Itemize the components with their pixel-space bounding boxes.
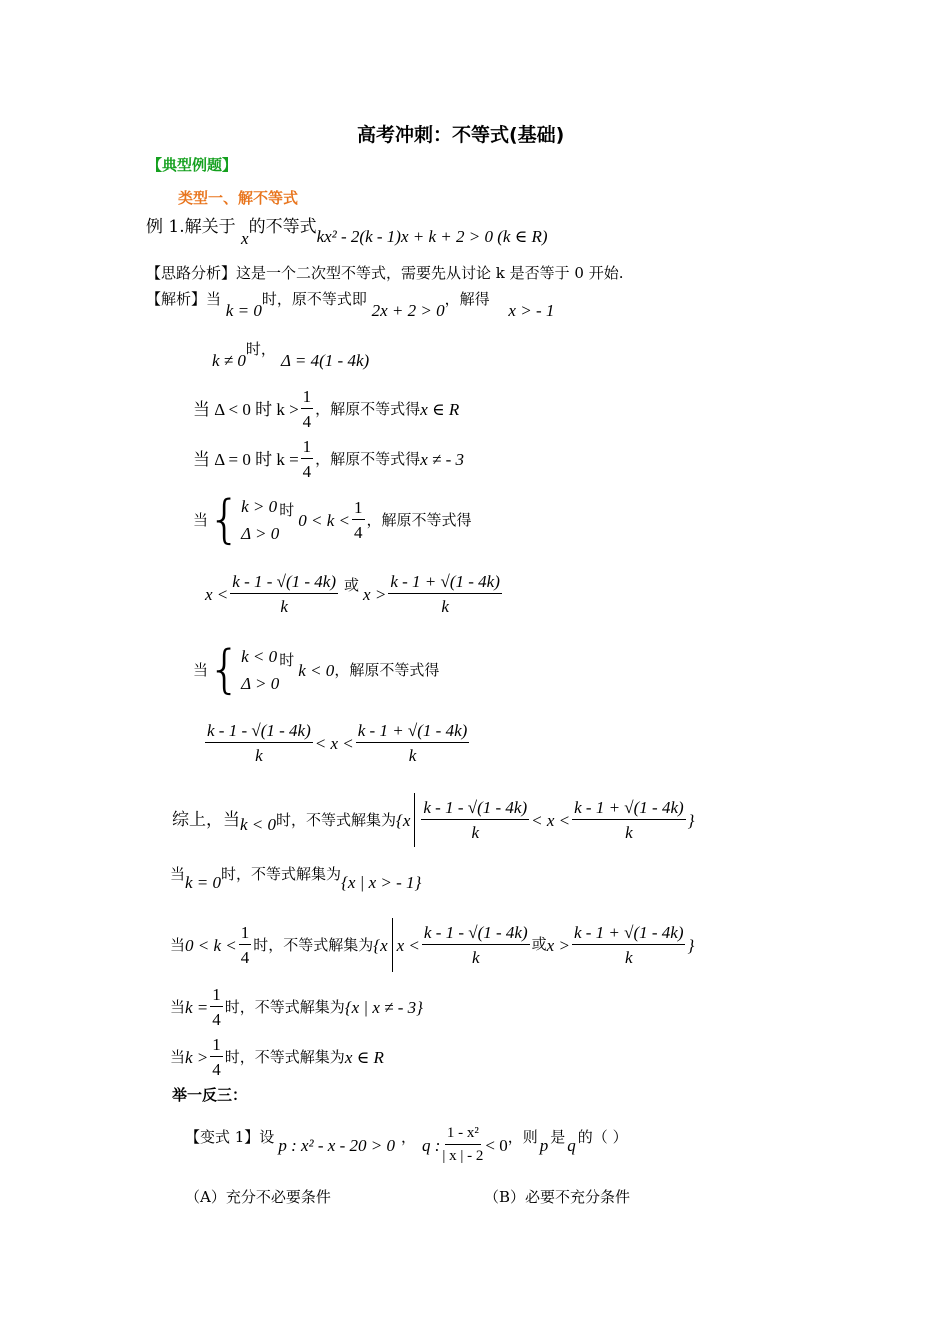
denominator: 4: [212, 1060, 221, 1079]
case1-result: x ∈ R: [420, 399, 460, 419]
summary-k-small: [170, 918, 694, 972]
range-positive: 0 < k <: [298, 510, 351, 530]
denominator: k: [280, 597, 288, 616]
root-minus-fraction: [230, 573, 338, 615]
case4-shi: 时: [279, 650, 295, 669]
case1-text: 当 Δ < 0 时 k >: [193, 399, 299, 419]
comma: ，: [400, 1127, 416, 1146]
roots-solution-positive: [205, 573, 504, 615]
case-delta-zero: [193, 438, 464, 480]
k-greater: k >: [185, 1047, 209, 1067]
root-minus-fraction: [205, 722, 313, 764]
root-minus: k - 1 - √(1 - 4k): [422, 924, 530, 945]
example-label: 例 1.: [146, 217, 185, 237]
root-plus: k - 1 + √(1 - 4k): [572, 799, 686, 820]
practice-question: [185, 1126, 628, 1164]
root-plus: k - 1 + √(1 - 4k): [356, 722, 470, 743]
practice-is: 是: [550, 1127, 566, 1146]
root-plus: k - 1 + √(1 - 4k): [388, 573, 502, 594]
option-a: （A）充分不必要条件: [185, 1188, 331, 1206]
root-minus-fraction: [422, 924, 530, 966]
practice-p-var: p: [539, 1135, 549, 1155]
denominator: k: [472, 948, 480, 967]
fraction-quarter: [301, 438, 314, 480]
case2-text: 当 Δ = 0 时 k =: [193, 449, 299, 469]
case4-text: ，解原不等式得: [334, 660, 440, 679]
denominator: 4: [302, 412, 312, 431]
solution-text-1: 时，原不等式即: [261, 290, 367, 308]
summary-c5-set: x ∈ R: [344, 1047, 384, 1067]
practice-q-post: < 0: [485, 1135, 508, 1155]
root-minus: k - 1 - √(1 - 4k): [205, 722, 313, 743]
k-equals-0: k = 0: [225, 301, 262, 320]
summary-k-zero: [170, 865, 422, 892]
discriminant: Δ = 4(1 - 4k): [281, 351, 370, 370]
denominator: 4: [212, 1010, 221, 1029]
summary-dang: 当: [170, 935, 186, 954]
example-inequality: kx² - 2(k - 1)x + k + 2 > 0 (k ∈ R): [316, 227, 548, 246]
denominator: 4: [240, 948, 250, 967]
summary-dang: 当: [170, 1047, 186, 1066]
analysis-text: 【思路分析】这是一个二次型不等式，需要先从讨论 k 是否等于 0 开始.: [146, 264, 624, 282]
system-delta-positive: Δ > 0: [241, 674, 280, 693]
q-numerator: 1 - x²: [445, 1126, 481, 1145]
range-positive: 0 < k <: [185, 935, 237, 955]
left-brace: {: [208, 490, 242, 550]
numerator: 1: [210, 986, 223, 1007]
practice-q-var: q: [567, 1135, 576, 1155]
case2-result: x ≠ - 3: [420, 449, 464, 469]
section-heading: 【典型例题】: [147, 156, 238, 174]
x-less: x <: [205, 584, 229, 604]
option-b: （B）必要不充分条件: [484, 1188, 631, 1206]
example-var: x: [241, 229, 249, 248]
linear-result: x > - 1: [508, 301, 555, 320]
denominator: k: [624, 948, 633, 967]
root-plus-fraction: [388, 573, 502, 615]
practice-p: p : x² - x - 20 > 0: [278, 1135, 395, 1155]
root-plus-fraction: [572, 799, 686, 841]
roots-solution-negative: [203, 722, 471, 764]
root-plus-fraction: [572, 924, 686, 966]
case-system-negative: [193, 640, 440, 700]
numerator: 1: [301, 438, 314, 459]
fraction-quarter: [301, 388, 314, 430]
case1-text-2: ，解原不等式得: [315, 399, 421, 418]
summary-c4-text: 时，不等式解集为: [224, 997, 345, 1016]
root-minus: k - 1 - √(1 - 4k): [230, 573, 338, 594]
summary-c2: k = 0: [185, 873, 222, 892]
system-delta-positive: Δ > 0: [241, 524, 280, 543]
numerator: 1: [352, 499, 365, 520]
k-not-zero-line: [212, 340, 370, 370]
denominator: k: [625, 823, 633, 842]
set-open: {x x < $\frac{k - 1 - √(1 - 4k)}{k}$ 或 x > $\frac{k - 1 + √(1 - 4k)}{k}$ }: [373, 918, 694, 972]
case-system-positive: [193, 490, 472, 550]
solution-text-3: 时，: [245, 340, 276, 358]
page-title: 高考冲刺：不等式(基础): [357, 124, 565, 146]
summary-c1: k < 0: [240, 814, 277, 834]
practice-then: ，则: [507, 1127, 538, 1146]
summary-c5-text: 时，不等式解集为: [224, 1047, 345, 1066]
summary-k-quarter: [170, 986, 423, 1028]
x-between: < x <: [314, 733, 354, 753]
example-text-2: 的不等式: [248, 217, 317, 237]
set-bar: [392, 918, 393, 972]
denominator: 4: [302, 462, 312, 481]
numerator: 1: [239, 924, 252, 945]
fraction-quarter: [352, 499, 365, 541]
practice-q-pre: q :: [421, 1135, 441, 1155]
root-minus-fraction: [421, 799, 529, 841]
summary-c2-set: {x | x > - 1}: [341, 873, 422, 892]
type-heading: 类型一、解不等式: [178, 189, 299, 207]
fraction-quarter: [210, 1036, 223, 1078]
root-plus: k - 1 + √(1 - 4k): [572, 924, 686, 945]
q-denominator: | x | - 2: [442, 1148, 484, 1164]
numerator: 1: [301, 388, 314, 409]
k-not-0: k ≠ 0: [212, 351, 246, 370]
left-brace: {: [208, 640, 242, 700]
solution-text-2: ，解得: [444, 290, 490, 308]
case-delta-negative: [193, 388, 459, 430]
practice-label: 【变式 1】设: [185, 1127, 275, 1146]
example-line: [146, 217, 548, 248]
practice-of: 的（ ）: [577, 1127, 628, 1146]
practice-heading: 举一反三：: [172, 1086, 248, 1104]
root-minus: k - 1 - √(1 - 4k): [421, 799, 529, 820]
k-equals: k =: [185, 997, 209, 1017]
summary-lead: 综上，当: [172, 809, 240, 830]
summary-k-negative: [172, 793, 694, 847]
solution-label: 【解析】当: [146, 290, 222, 308]
fraction-quarter: [239, 924, 252, 966]
root-plus-fraction: [356, 722, 470, 764]
summary-c2-text: 时，不等式解集为: [221, 865, 342, 883]
fraction-quarter: [210, 986, 223, 1028]
summary-c4-set: {x | x ≠ - 3}: [344, 997, 423, 1017]
or-text: 或: [531, 936, 547, 953]
range-negative: k < 0: [298, 660, 335, 680]
denominator: k: [441, 597, 449, 616]
denominator: 4: [354, 523, 363, 542]
summary-dang: 当: [170, 997, 186, 1016]
or-text: 或: [344, 577, 360, 594]
case4-dang: 当: [193, 660, 209, 679]
summary-dang: 当: [170, 865, 186, 883]
denominator: k: [255, 746, 263, 765]
system-k-positive: k > 0: [241, 497, 278, 516]
summary-c3-text: 时，不等式解集为: [253, 935, 374, 954]
set-bar: [414, 793, 415, 847]
case3-text: ，解原不等式得: [366, 510, 472, 529]
solution-line-1: [146, 290, 555, 320]
example-text: 解关于: [184, 217, 236, 237]
system-k-negative: k < 0: [241, 647, 278, 666]
x-greater: x >: [363, 584, 387, 604]
case3-shi: 时: [279, 500, 295, 519]
numerator: 1: [210, 1036, 223, 1057]
case3-dang: 当: [193, 510, 209, 529]
set-open: {x $\frac{k - 1 - √(1 - 4k)}{k}$ < x < $\frac{k - 1 + √(1 - 4k)}{k}$ }: [396, 793, 694, 847]
case2-text-2: ，解原不等式得: [315, 449, 421, 468]
linear-inequality: 2x + 2 > 0: [371, 301, 445, 320]
q-fraction: [442, 1126, 483, 1164]
denominator: k: [471, 823, 480, 842]
summary-k-large: [170, 1036, 384, 1078]
denominator: k: [408, 746, 417, 765]
summary-c1-text: 时，不等式解集为: [276, 810, 397, 829]
